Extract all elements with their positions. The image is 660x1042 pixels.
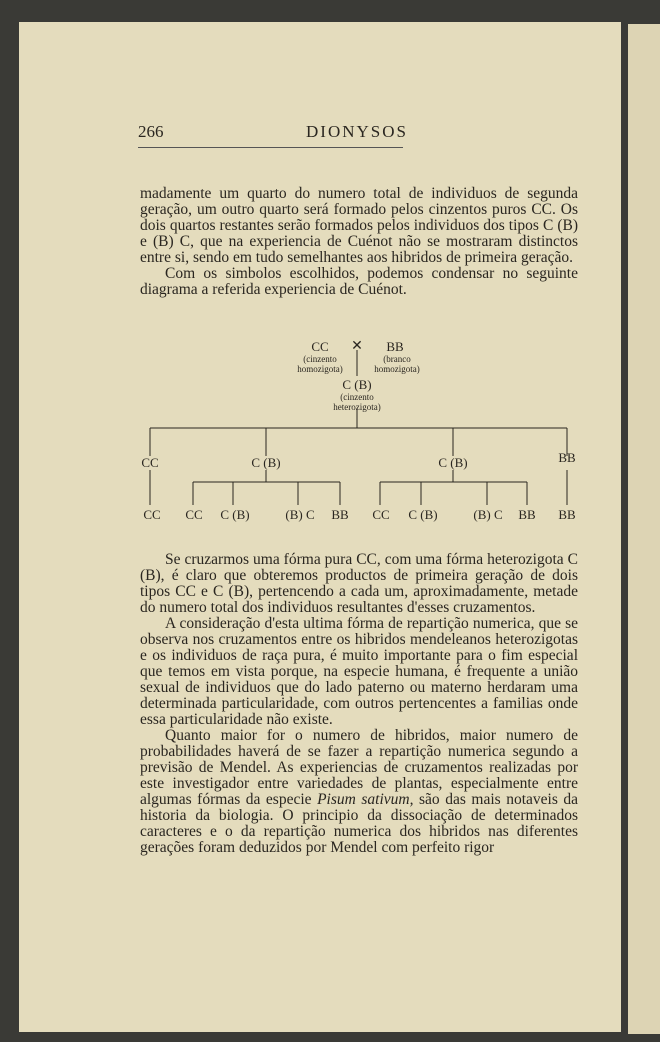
gen3-label: (B) C [285, 507, 315, 522]
header-rule [138, 147, 403, 148]
f1-note: (cinzento [340, 392, 374, 402]
gen3-label: CC [185, 507, 203, 522]
paragraph-text: são das mais notaveis da historia da biologia. O principio da dissociação de determinados caracteres e o da repartição numerica dos hibridos nas diferentes gerações foram deduzidos por Mendel com perfeito rigor [140, 791, 579, 856]
parent-left-label: CC [311, 339, 329, 354]
gen3-label: C (B) [220, 507, 250, 522]
paragraph: madamente um quarto do numero total de individuos de segunda geração, um outro quarto será formado pelos cinzentos puros CC. Os dois quartos restantes serão formados pelos individuos dos tipos C (B) e (B) C, que na experiencia de Cuénot não se mostraram distinctos entre si, sendo em tudo semelhantes aos hibridos de primeira geração. [140, 185, 578, 266]
gen3-label: BB [558, 507, 576, 522]
paragraph: A consideração d'esta ultima fórma de repartição numerica, que se observa nos cruzamentos entre os hibridos mendeleanos heterozigotas e os individuos de raça pura, é muito importante para o fim especial que temos em vista porque, na especie humana, é frequente a união sexual de individuos que do lado paterno ou materno herdaram uma determinada particularidade, com outros pertencentes a familias onde essa particularidade não existe. [140, 615, 578, 728]
paragraph-text: Quanto maior for o numero de hibridos, maior numero de probabilidades haverá de se fazer a repartição numerica segundo a previsão de Mendel. As experiencias de cruzamentos realizadas por este investigador entre variedades de plantas, especialmente entre algumas fórmas da especie [140, 727, 578, 808]
cross-symbol: ✕ [351, 339, 363, 354]
text-bottom [140, 552, 578, 856]
gen2-label: C (B) [251, 455, 281, 470]
paragraph: Se cruzarmos uma fórma pura CC, com uma fórma heterozigota C (B), é claro que obteremos productos de primeira geração de dois tipos CC e C (B), pertencendo a cada um, aproximadamente, metade do numero total dos individuos resultantes d'esses cruzamentos. [140, 551, 578, 616]
text-top [140, 186, 578, 298]
gen3-label: BB [518, 507, 536, 522]
parent-right-note: (branco [383, 354, 411, 364]
page-header [138, 122, 408, 146]
parent-left-note: (cinzento [303, 354, 337, 364]
parent-left-note: homozigota) [297, 364, 343, 374]
inheritance-diagram [130, 330, 590, 530]
diagram-svg [130, 330, 590, 530]
gen3-label: CC [372, 507, 390, 522]
paragraph [140, 728, 578, 856]
gen3-label: CC [143, 507, 161, 522]
f1-label: C (B) [342, 377, 372, 392]
species-name: Pisum sativum, [317, 791, 414, 808]
gen3-label: C (B) [408, 507, 438, 522]
gen2-label: CC [141, 455, 159, 470]
parent-right-note: homozigota) [374, 364, 420, 374]
paragraph: Com os simbolos escolhidos, podemos condensar no seguinte diagrama a referida experiencia de Cuénot. [140, 265, 578, 298]
gen2-label: BB [558, 450, 576, 465]
running-title: DIONYSOS [306, 122, 408, 141]
adjacent-page-edge [628, 24, 660, 1034]
page-number: 266 [138, 122, 164, 141]
f1-note: heterozigota) [333, 402, 381, 412]
gen2-label: C (B) [438, 455, 468, 470]
gen3-label: (B) C [473, 507, 503, 522]
gen3-label: BB [331, 507, 349, 522]
parent-right-label: BB [386, 339, 404, 354]
